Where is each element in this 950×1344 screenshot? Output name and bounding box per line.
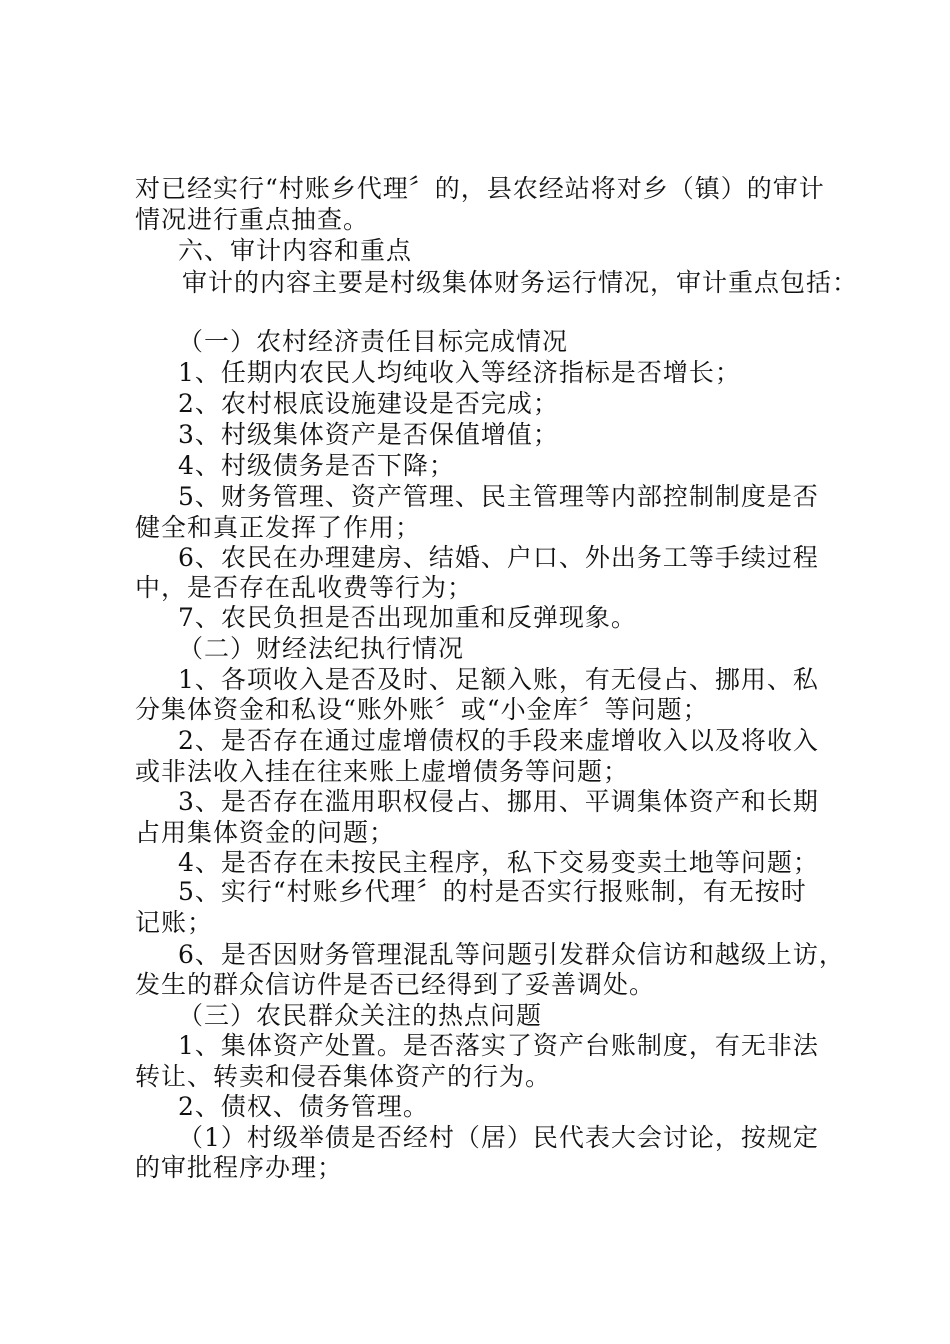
list-item: 3、是否存在滥用职权侵占、挪用、平调集体资产和长期 [178, 787, 819, 816]
list-item: 6、是否因财务管理混乱等问题引发群众信访和越级上访， [178, 940, 845, 969]
list-item: 7、农民负担是否出现加重和反弹现象。 [178, 603, 637, 632]
text-line: 中，是否存在乱收费等行为； [135, 573, 474, 602]
text-line: 审计的内容主要是村级集体财务运行情况，审计重点包括： [182, 268, 859, 297]
list-item: （1）村级举债是否经村（居）民代表大会讨论，按规定 [178, 1123, 819, 1152]
list-item: 2、债权、债务管理。 [178, 1092, 429, 1121]
list-item: 2、农村根底设施建设是否完成； [178, 389, 559, 418]
text-line: 转让、转卖和侵吞集体资产的行为。 [135, 1062, 552, 1091]
list-item: 4、村级债务是否下降； [178, 451, 455, 480]
text-line: 记账； [135, 908, 214, 937]
list-item: 5、实行“村账乡代理〞的村是否实行报账制，有无按时 [178, 877, 807, 906]
text-line: 情况进行重点抽查。 [135, 205, 370, 234]
list-item: 2、是否存在通过虚增债权的手段来虚增收入以及将收入 [178, 726, 819, 755]
subsection-heading: （二）财经法纪执行情况 [178, 634, 465, 663]
list-item: 5、财务管理、资产管理、民主管理等内部控制制度是否 [178, 482, 819, 511]
text-line: 分集体资金和私设“账外账〞或“小金库〞等问题； [135, 695, 709, 724]
list-item: 1、各项收入是否及时、足额入账，有无侵占、挪用、私 [178, 665, 819, 694]
list-item: 1、任期内农民人均纯收入等经济指标是否增长； [178, 358, 741, 387]
section-heading: 六、审计内容和重点 [178, 236, 413, 265]
text-line: 发生的群众信访件是否已经得到了妥善调处。 [135, 970, 656, 999]
text-line: 占用集体资金的问题； [135, 818, 396, 847]
text-line: 的审批程序办理； [135, 1153, 344, 1182]
list-item: 3、村级集体资产是否保值增值； [178, 420, 559, 449]
text-line: 对已经实行“村账乡代理〞的，县农经站将对乡（镇）的审计 [135, 174, 825, 203]
list-item: 6、农民在办理建房、结婚、户口、外出务工等手续过程 [178, 543, 819, 572]
text-line: 或非法收入挂在往来账上虚增债务等问题； [135, 757, 630, 786]
list-item: 4、是否存在未按民主程序，私下交易变卖土地等问题； [178, 848, 819, 877]
subsection-heading: （三）农民群众关注的热点问题 [178, 1001, 543, 1030]
subsection-heading: （一）农村经济责任目标完成情况 [178, 327, 569, 356]
list-item: 1、集体资产处置。是否落实了资产台账制度，有无非法 [178, 1031, 819, 1060]
text-line: 健全和真正发挥了作用； [135, 513, 422, 542]
